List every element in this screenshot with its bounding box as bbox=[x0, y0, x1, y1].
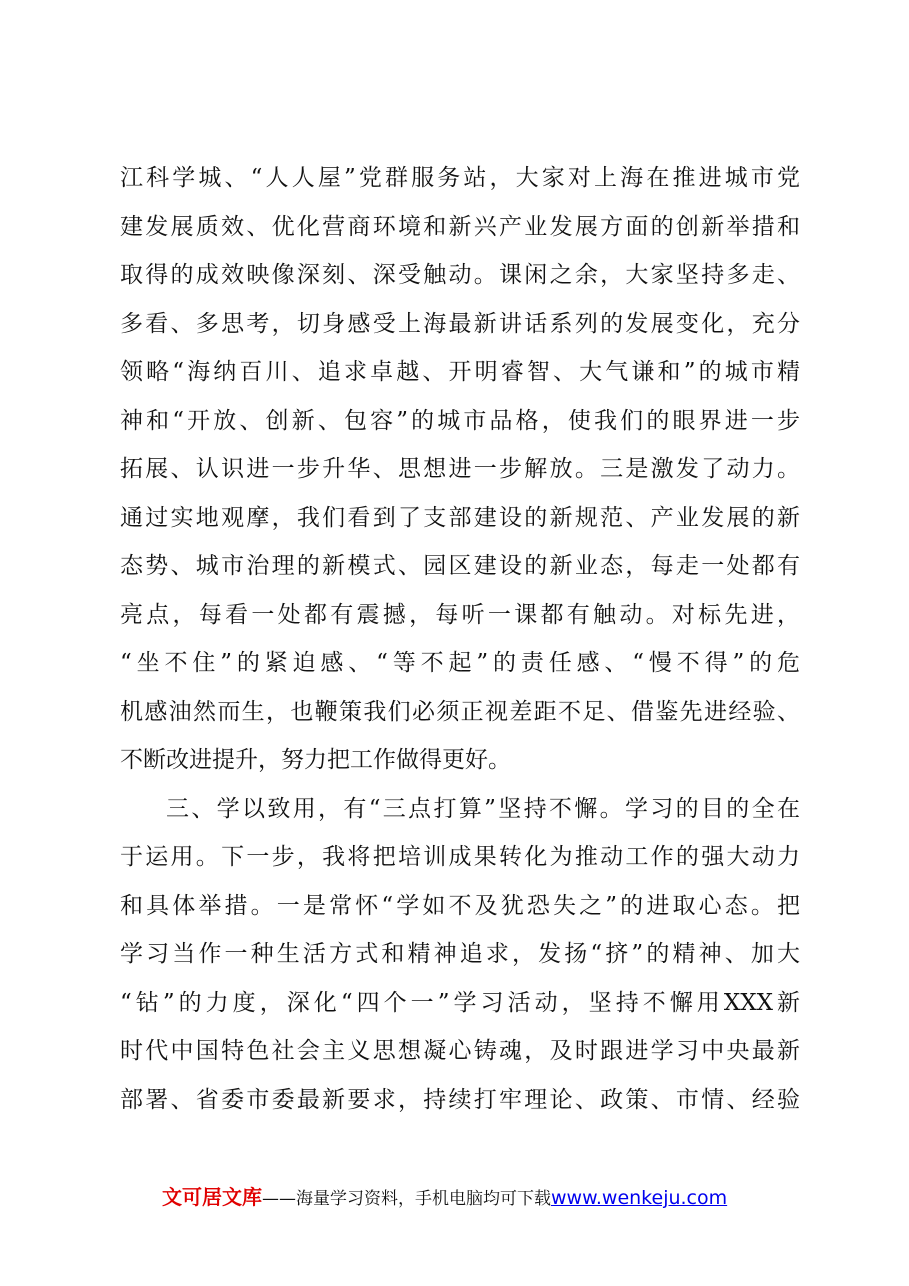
footer-website-link[interactable]: www.wenkeju.com bbox=[551, 1187, 728, 1209]
text-line: 态势、城市治理的新模式、园区建设的新业态，每走一处都有 bbox=[120, 553, 800, 579]
text-line: 通过实地观摩，我们看到了支部建设的新规范、产业发展的新 bbox=[120, 504, 800, 531]
paragraph-start-line: 三、学以致用，有“三点打算”坚持不懈。学习的目的全在 bbox=[166, 795, 800, 822]
page-footer bbox=[162, 1183, 727, 1213]
text-line: 学习当作一种生活方式和精神追求，发扬“挤”的精神、加大 bbox=[120, 941, 800, 967]
footer-brand: 文可居文库 bbox=[162, 1185, 262, 1209]
text-line: 取得的成效映像深刻、深受触动。课闲之余，大家坚持多走、 bbox=[120, 262, 800, 288]
text-line: 于运用。下一步，我将把培训成果转化为推动工作的强大动力 bbox=[120, 844, 800, 870]
text-line: 不断改进提升，努力把工作做得更好。 bbox=[120, 747, 511, 773]
text-line: 领略“海纳百川、追求卓越、开明睿智、大气谦和”的城市精 bbox=[120, 359, 800, 385]
footer-slogan: ——海量学习资料，手机电脑均可下载 bbox=[262, 1189, 551, 1209]
document-body bbox=[120, 154, 800, 1124]
text-line: 部署、省委市委最新要求，持续打牢理论、政策、市情、经验 bbox=[120, 1086, 800, 1113]
text-line: “钻”的力度，深化“四个一”学习活动，坚持不懈用XXX新 bbox=[120, 989, 800, 1016]
text-line: 和具体举措。一是常怀“学如不及犹恐失之”的进取心态。把 bbox=[120, 892, 800, 919]
text-line: 时代中国特色社会主义思想凝心铸魂，及时跟进学习中央最新 bbox=[120, 1038, 800, 1064]
text-line: 江科学城、“人人屋”党群服务站，大家对上海在推进城市党 bbox=[120, 165, 800, 191]
text-line: “坐不住”的紧迫感、“等不起”的责任感、“慢不得”的危 bbox=[120, 650, 800, 676]
text-line: 亮点，每看一处都有震撼，每听一课都有触动。对标先进， bbox=[120, 601, 800, 628]
text-line: 多看、多思考，切身感受上海最新讲话系列的发展变化，充分 bbox=[120, 310, 800, 337]
text-line: 建发展质效、优化营商环境和新兴产业发展方面的创新举措和 bbox=[120, 213, 800, 240]
text-line: 机感油然而生，也鞭策我们必须正视差距不足、借鉴先进经验、 bbox=[120, 698, 800, 725]
text-line: 神和“开放、创新、包容”的城市品格，使我们的眼界进一步 bbox=[120, 407, 800, 434]
text-line: 拓展、认识进一步升华、思想进一步解放。三是激发了动力。 bbox=[120, 456, 800, 482]
